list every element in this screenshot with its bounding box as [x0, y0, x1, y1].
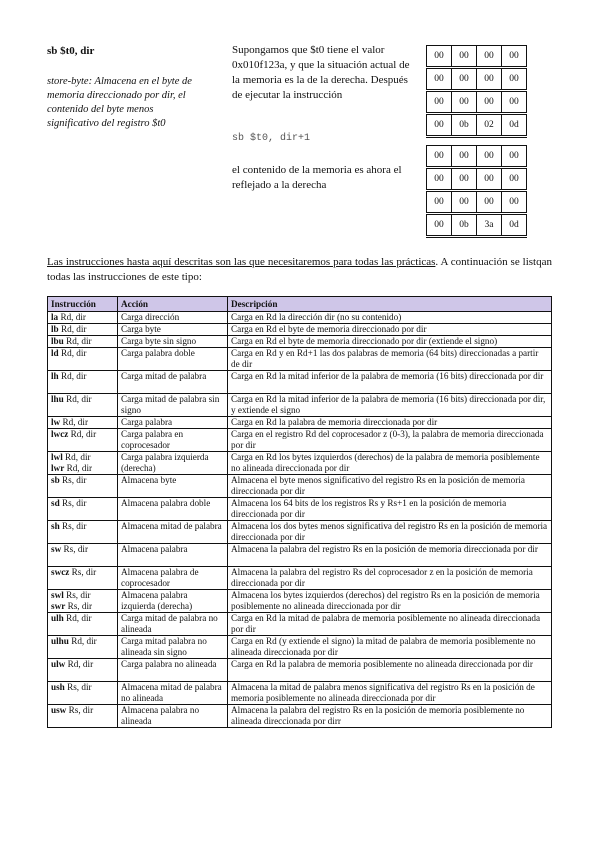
memory-before-cell: 00 — [502, 68, 527, 91]
action-cell: Carga dirección — [118, 312, 228, 324]
mnemonic: sd — [51, 498, 60, 508]
intro-paragraph — [47, 255, 552, 285]
table-row — [48, 429, 552, 452]
description-cell: Almacena los 64 bits de los registros Rs y Rs+1 en la posición de memoria direccionada por dir — [228, 498, 552, 521]
operands: Rd, dir — [65, 659, 94, 669]
action-cell: Carga mitad de palabra sin signo — [118, 394, 228, 417]
table-row — [48, 544, 552, 567]
table-row — [48, 348, 552, 371]
description-cell: Almacena la palabra del registro Rs del coprocesador z en la posición de memoria direccionada por dir — [228, 567, 552, 590]
memory-after-row — [427, 214, 527, 237]
memory-after-cell: 00 — [427, 146, 452, 168]
action-cell: Carga palabra doble — [118, 348, 228, 371]
example-paragraph: Supongamos que $t0 tiene el valor 0x010f123a, y que la situación actual de la memoria es la de la derecha. Después de ejecutar la instrucción — [232, 44, 410, 101]
header-instruccion: Instrucción — [48, 297, 118, 312]
table-row — [48, 371, 552, 394]
table-row — [48, 417, 552, 429]
memory-before-cell: 00 — [427, 91, 452, 114]
description-cell: Carga en Rd (y extiende el signo) la mitad de palabra de memoria posiblemente no alineada direccionada por dir — [228, 636, 552, 659]
memory-before-cell: 00 — [502, 46, 527, 68]
table-row — [48, 613, 552, 636]
memory-after-cell: 3a — [477, 214, 502, 237]
mnemonic: ld — [51, 348, 59, 358]
memory-before-row — [427, 46, 527, 68]
mnemonic: sh — [51, 521, 60, 531]
instruction-cell — [48, 521, 118, 544]
action-cell: Carga palabra no alineada — [118, 659, 228, 682]
operands: Rd, dir — [58, 371, 87, 381]
example-code: sb $t0, dir+1 — [232, 133, 311, 144]
memory-before-cell: 00 — [452, 91, 477, 114]
instruction-cell — [48, 336, 118, 348]
description-cell: Almacena la palabra del registro Rs en la posición de memoria direccionada por dir — [228, 544, 552, 567]
memory-before-table — [426, 45, 527, 138]
instruction-title: sb $t0, dir — [47, 45, 95, 57]
instruction-cell — [48, 348, 118, 371]
mnemonic: sw — [51, 544, 62, 554]
action-cell: Almacena byte — [118, 475, 228, 498]
memory-before-cell: 0d — [502, 114, 527, 137]
memory-after-cell: 00 — [427, 168, 452, 191]
description-cell: Carga en Rd y en Rd+1 las dos palabras de memoria (64 bits) direccionadas a partir de dir — [228, 348, 552, 371]
mnemonic: lwr — [51, 463, 65, 473]
operands: Rd, dir — [64, 463, 93, 473]
description-cell: Carga en Rd el byte de memoria direccionado por dir — [228, 324, 552, 336]
memory-after-row — [427, 168, 527, 191]
description-cell: Carga en Rd la palabra de memoria direccionada por dir — [228, 417, 552, 429]
instruction-cell — [48, 429, 118, 452]
instruction-cell — [48, 567, 118, 590]
table-row — [48, 567, 552, 590]
memory-before-cell: 00 — [477, 46, 502, 68]
table-row — [48, 498, 552, 521]
action-cell: Carga mitad de palabra no alineada — [118, 613, 228, 636]
description-cell: Almacena la mitad de palabra menos significativa del registro Rs en la posición de memoria posiblemente no alineada direccionada por dir — [228, 682, 552, 705]
instruction-cell — [48, 590, 118, 613]
description-cell: Almacena los dos bytes menos significativa del registro Rs en la posición de memoria direccionada por dir — [228, 521, 552, 544]
memory-before-cell: 00 — [452, 68, 477, 91]
action-cell: Carga palabra izquierda (derecha) — [118, 452, 228, 475]
mnemonic: lh — [51, 371, 59, 381]
table-row — [48, 590, 552, 613]
mnemonic: ulhu — [51, 636, 69, 646]
memory-after-cell: 00 — [502, 168, 527, 191]
memory-before-cell: 00 — [427, 68, 452, 91]
instruction-cell — [48, 682, 118, 705]
instruction-cell — [48, 324, 118, 336]
mnemonic: lwl — [51, 452, 63, 462]
operands: Rs, dir — [59, 475, 87, 485]
action-cell: Almacena palabra de coprocesador — [118, 567, 228, 590]
instruction-cell — [48, 475, 118, 498]
memory-after-cell: 00 — [452, 168, 477, 191]
operands: Rs, dir — [69, 567, 97, 577]
table-row — [48, 394, 552, 417]
table-row — [48, 324, 552, 336]
memory-before-row — [427, 68, 527, 91]
result-paragraph: el contenido de la memoria es ahora el reflejado a la derecha — [232, 164, 402, 191]
instruction-cell — [48, 613, 118, 636]
description-cell: Carga en Rd la mitad inferior de la palabra de memoria (16 bits) direccionada por dir, y extiende el signo — [228, 394, 552, 417]
memory-before-cell: 00 — [427, 46, 452, 68]
memory-before-cell: 0b — [452, 114, 477, 137]
mnemonic: usw — [51, 705, 67, 715]
operands: Rd, dir — [58, 324, 87, 334]
memory-after-cell: 00 — [452, 191, 477, 214]
memory-before-cell: 00 — [427, 114, 452, 137]
operands: Rs, dir — [61, 544, 89, 554]
action-cell: Almacena mitad de palabra no alineada — [118, 682, 228, 705]
memory-before-row — [427, 91, 527, 114]
action-cell: Almacena palabra izquierda (derecha) — [118, 590, 228, 613]
mnemonic: swr — [51, 601, 66, 611]
memory-after-table — [426, 145, 527, 238]
mnemonic: ulh — [51, 613, 64, 623]
description-cell: Carga en Rd la mitad de palabra de memoria posiblemente no alineada direccionada por dir — [228, 613, 552, 636]
memory-before-cell: 00 — [477, 68, 502, 91]
description-cell: Carga en Rd la dirección dir (no su contenido) — [228, 312, 552, 324]
memory-after-row — [427, 146, 527, 168]
description-cell: Carga en Rd la mitad inferior de la palabra de memoria (16 bits) direccionada por dir — [228, 371, 552, 394]
instruction-cell — [48, 705, 118, 728]
mnemonic: lhu — [51, 394, 64, 404]
intro-rest: . A continuación se listqan todas las instrucciones de este tipo: — [47, 256, 552, 283]
table-row — [48, 705, 552, 728]
mnemonic: la — [51, 312, 59, 322]
memory-after-cell: 00 — [427, 191, 452, 214]
memory-before-row — [427, 114, 527, 137]
operands: Rd, dir — [63, 394, 92, 404]
memory-after-cell: 00 — [502, 146, 527, 168]
instruction-cell — [48, 498, 118, 521]
action-cell: Carga palabra en coprocesador — [118, 429, 228, 452]
table-row — [48, 659, 552, 682]
operands: Rd, dir — [63, 613, 92, 623]
mnemonic: lwcz — [51, 429, 69, 439]
table-row — [48, 521, 552, 544]
mnemonic: lw — [51, 417, 61, 427]
mnemonic: lbu — [51, 336, 64, 346]
memory-after-cell: 0d — [502, 214, 527, 237]
operands: Rs, dir — [64, 682, 92, 692]
operands: Rs, dir — [59, 521, 87, 531]
memory-after-cell: 00 — [477, 168, 502, 191]
operands: Rd, dir — [60, 417, 89, 427]
description-cell: Carga en Rd el byte de memoria direccionado por dir (extiende el signo) — [228, 336, 552, 348]
memory-after-cell: 0b — [452, 214, 477, 237]
table-header-row — [48, 297, 552, 312]
mnemonic: ulw — [51, 659, 66, 669]
mnemonic: lb — [51, 324, 59, 334]
instruction-cell — [48, 544, 118, 567]
action-cell: Almacena palabra doble — [118, 498, 228, 521]
description-cell: Carga en Rd la palabra de memoria posiblemente no alineada direccionada por dir — [228, 659, 552, 682]
table-row — [48, 682, 552, 705]
description-cell: Carga en Rd los bytes izquierdos (derechos) de la palabra de memoria posiblemente no alineada direccionada por dir — [228, 452, 552, 475]
memory-after-cell: 00 — [427, 214, 452, 237]
action-cell: Almacena palabra — [118, 544, 228, 567]
mnemonic: sb — [51, 475, 60, 485]
instruction-cell — [48, 371, 118, 394]
instruction-cell — [48, 636, 118, 659]
action-cell: Carga byte — [118, 324, 228, 336]
table-row — [48, 312, 552, 324]
operands: Rs, dir — [66, 705, 94, 715]
action-cell: Carga byte sin signo — [118, 336, 228, 348]
instruction-cell — [48, 452, 118, 475]
mnemonic: swcz — [51, 567, 70, 577]
memory-after-cell: 00 — [477, 191, 502, 214]
action-cell: Almacena palabra no alineada — [118, 705, 228, 728]
action-cell: Carga palabra — [118, 417, 228, 429]
action-cell: Carga mitad palabra no alineada sin signo — [118, 636, 228, 659]
instruction-cell — [48, 659, 118, 682]
intro-underlined: Las instrucciones hasta aquí descritas son las que necesitaremos para todas las prácticas — [47, 256, 436, 268]
operands: Rd, dir — [68, 429, 97, 439]
instructions-table — [47, 296, 552, 728]
header-accion: Acción — [118, 297, 228, 312]
operands: Rd, dir — [58, 348, 87, 358]
memory-after-cell: 00 — [502, 191, 527, 214]
operands: Rd, dir — [62, 452, 91, 462]
description-cell: Almacena la palabra del registro Rs en la posición de memoria posiblemente no alineada direccionada por dirr — [228, 705, 552, 728]
action-cell: Carga mitad de palabra — [118, 371, 228, 394]
memory-after-cell: 00 — [477, 146, 502, 168]
description-cell: Carga en el registro Rd del coprocesador z (0-3), la palabra de memoria direccionada por dir — [228, 429, 552, 452]
mnemonic: swl — [51, 590, 64, 600]
memory-before-cell: 00 — [502, 91, 527, 114]
memory-after-cell: 00 — [452, 146, 477, 168]
description-cell: Almacena el byte menos significativo del registro Rs en la posición de memoria direccionada por dir — [228, 475, 552, 498]
instruction-cell — [48, 394, 118, 417]
table-row — [48, 452, 552, 475]
operands: Rd, dir — [63, 336, 92, 346]
table-row — [48, 336, 552, 348]
mnemonic: ush — [51, 682, 65, 692]
action-cell: Almacena mitad de palabra — [118, 521, 228, 544]
operands: Rd, dir — [58, 312, 86, 322]
table-row — [48, 475, 552, 498]
instruction-cell — [48, 417, 118, 429]
table-row — [48, 636, 552, 659]
operands: Rs, dir — [65, 601, 93, 611]
memory-before-cell: 02 — [477, 114, 502, 137]
memory-before-cell: 00 — [452, 46, 477, 68]
memory-after-row — [427, 191, 527, 214]
operands: Rs, dir — [63, 590, 91, 600]
header-descripcion: Descripción — [228, 297, 552, 312]
instruction-description: store-byte: Almacena en el byte de memoria direccionado por dir, el contenido del byte menos significativo del registro $t0 — [47, 76, 192, 129]
instruction-cell — [48, 312, 118, 324]
memory-before-cell: 00 — [477, 91, 502, 114]
description-cell: Almacena los bytes izquierdos (derechos) del registro Rs en la posición de memoria posiblemente no alineada direccionada por dir — [228, 590, 552, 613]
operands: Rd, dir — [68, 636, 97, 646]
operands: Rs, dir — [59, 498, 87, 508]
